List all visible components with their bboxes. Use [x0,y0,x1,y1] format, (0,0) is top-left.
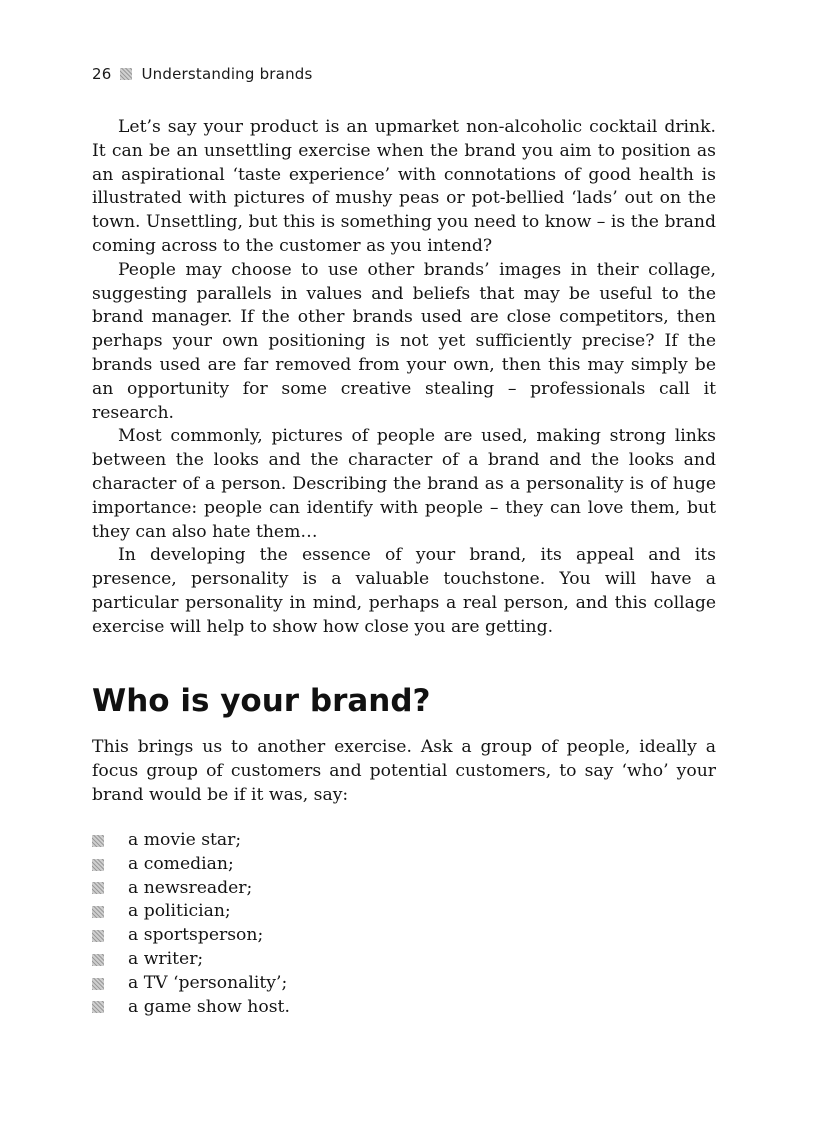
square-bullet-icon [92,930,104,942]
running-head [92,64,313,84]
list-item [92,924,290,948]
square-bullet-icon [92,954,104,966]
list-item-text: a writer; [128,948,204,969]
square-bullet-icon [92,906,104,918]
square-bullet-icon [92,835,104,847]
list-item-text: a comedian; [128,853,234,874]
square-bullet-icon [92,978,104,990]
list-item [92,877,290,901]
body-text [92,116,716,640]
list-item-text: a movie star; [128,830,242,850]
list-item-text: a TV ‘personality’; [128,972,288,993]
paragraph-4: In developing the essence of your brand, its appeal and its presence, personality is a valuable touchstone. You will have a particular personality in mind, perhaps a real person, and this collage exercise will help to show how close you are getting. [92,545,716,637]
paragraph-1: Let’s say your product is an upmarket non-alcoholic cocktail drink. It can be an unsettling exercise when the brand you aim to position as an aspirational ‘taste experience’ with connotations of good health is illustrated with pictures of mushy peas or pot-bellied ‘lads’ out on the town. Unsettling, but this is something you need to know – is the brand coming across to the customer as you intend? [92,117,716,256]
running-head-title: Understanding brands [141,65,313,83]
list-item [92,853,290,877]
page-number: 26 [92,65,112,83]
square-bullet-icon [120,68,132,80]
section-heading: Who is your brand? [92,683,431,719]
section-intro: This brings us to another exercise. Ask a group of people, ideally a focus group of customers and potential customers, to say ‘who’ your brand would be if it was, say: [92,737,716,805]
list-item [92,829,290,853]
list-item-text: a sportsperson; [128,925,264,946]
list-item-text: a game show host. [128,996,290,1017]
list-item-text: a politician; [128,901,231,922]
list-item [92,900,290,924]
square-bullet-icon [92,1001,104,1013]
bullet-list [92,829,290,1019]
paragraph-3: Most commonly, pictures of people are used, making strong links between the looks and the character of a brand and the looks and character of a person. Describing the brand as a personality is of huge importance: people can identify with people – they can love them, but they can also hate them… [92,426,716,542]
list-item [92,996,290,1020]
list-item [92,948,290,972]
paragraph-2: People may choose to use other brands’ images in their collage, suggesting parallels in values and beliefs that may be useful to the brand manager. If the other brands used are close competitors, then perhaps your own positioning is not yet sufficiently precise? If the brands used are far removed from your own, then this may simply be an opportunity for some creative stealing – professionals call it research. [92,259,716,423]
list-item [92,972,290,996]
list-item-text: a newsreader; [128,877,253,898]
square-bullet-icon [92,859,104,871]
square-bullet-icon [92,882,104,894]
